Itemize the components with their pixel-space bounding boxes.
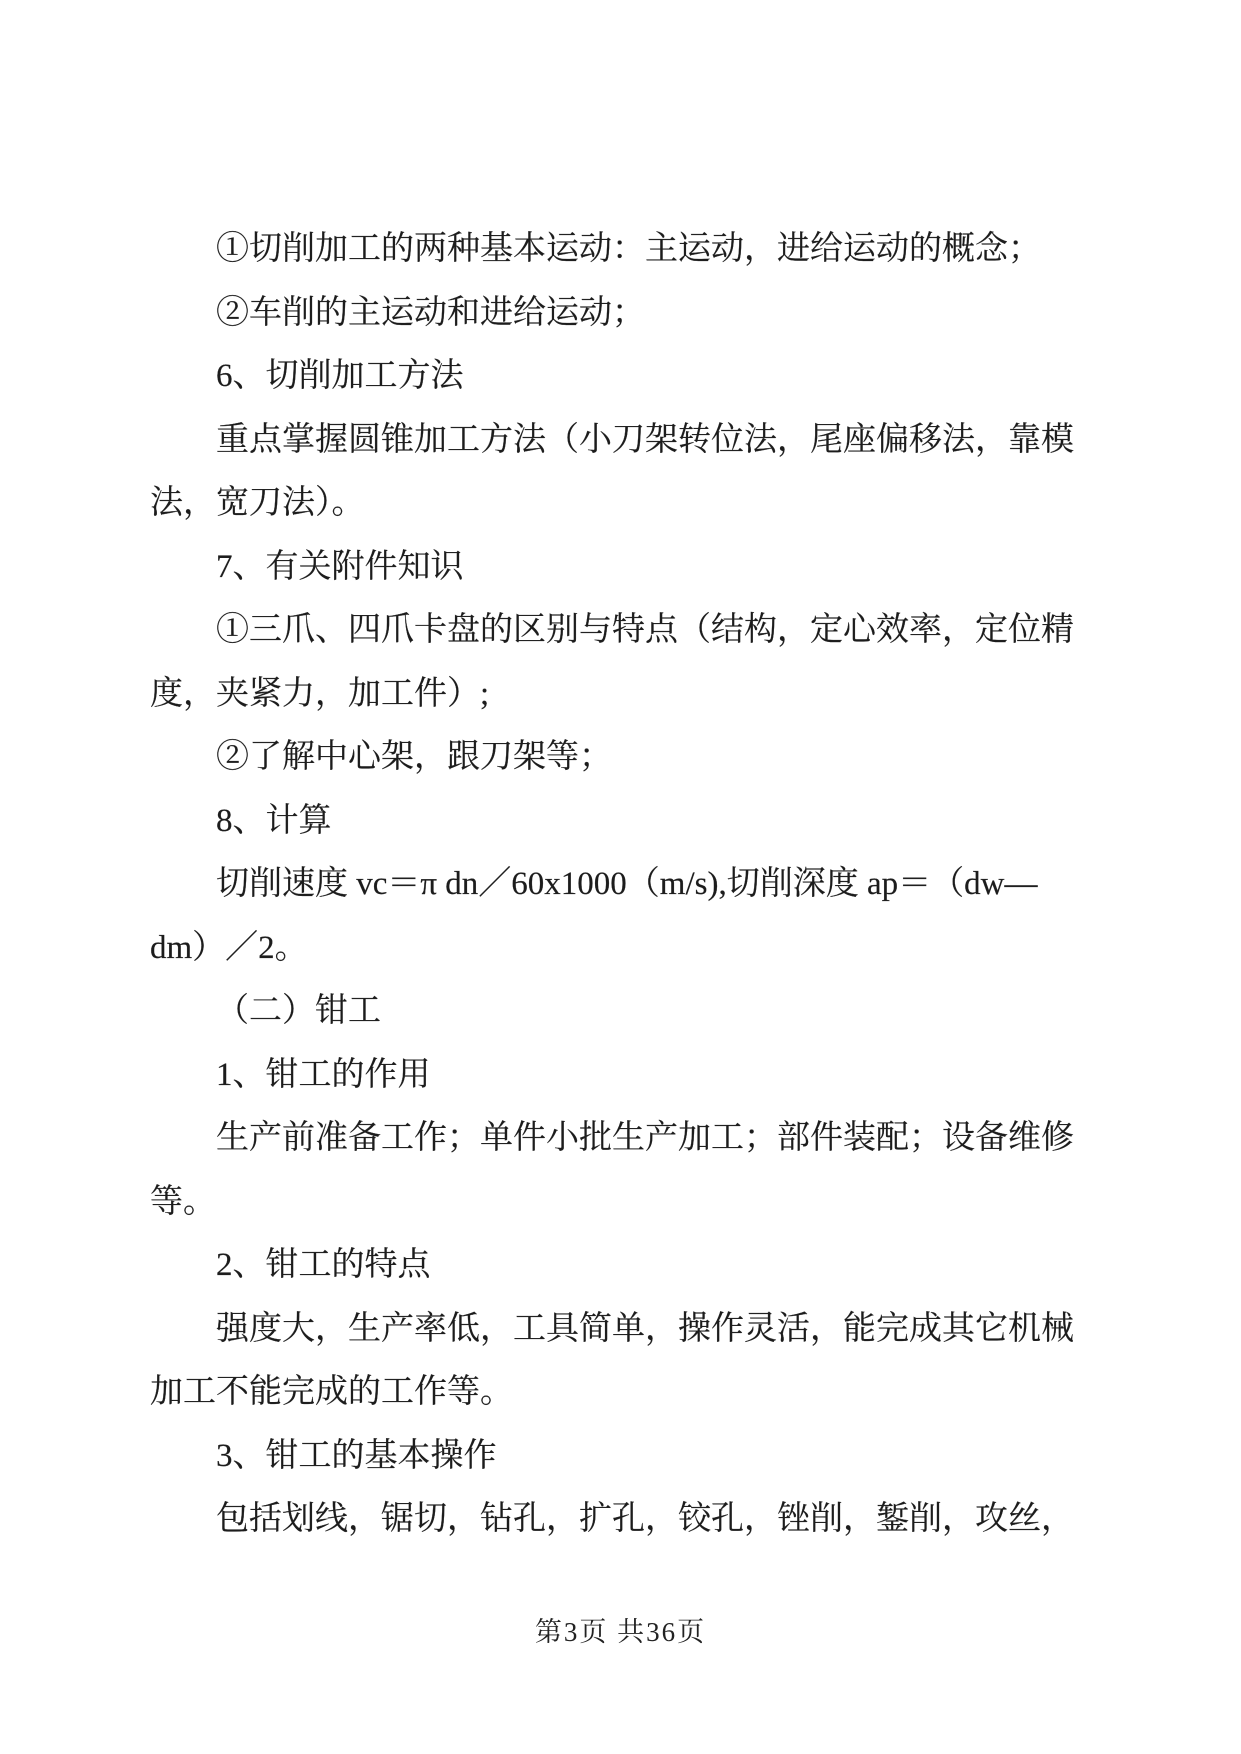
text-line: 3、钳工的基本操作 [216,1437,497,1474]
text-line: 包括划线，锯切，钻孔，扩孔，铰孔，锉削，錾削，攻丝， [216,1501,1074,1537]
text-line: 生产前准备工作；单件小批生产加工；部件装配；设备维修 [216,1120,1074,1156]
text-line: 加工不能完成的工作等。 [150,1374,513,1410]
text-line: （二）钳工 [216,993,381,1029]
text-line: 重点掌握圆锥加工方法（小刀架转位法，尾座偏移法，靠模 [216,421,1074,458]
text-line: 1、钳工的作用 [216,1056,431,1093]
page-footer [0,1612,1241,1652]
text-line: ②车削的主运动和进给运动； [216,294,645,331]
text-line: 度，夹紧力，加工件）; [150,675,490,712]
text-line: ①三爪、四爪卡盘的区别与特点（结构，定心效率，定位精 [216,612,1074,648]
text-line: ①切削加工的两种基本运动：主运动，进给运动的概念； [216,231,1041,267]
document-body [150,218,1102,1552]
text-line: 6、切削加工方法 [216,358,464,394]
text-line: 强度大，生产率低，工具简单，操作灵活，能完成其它机械 [216,1310,1074,1347]
text-line: 2、钳工的特点 [216,1247,431,1283]
text-line: 8、计算 [216,802,332,839]
page-number-text: 第3页 共36页 [534,1617,707,1647]
text-line: 法，宽刀法）。 [150,485,365,521]
text-line: 7、有关附件知识 [216,548,464,585]
text-line: ②了解中心架，跟刀架等； [216,739,612,775]
text-line: dm）／2。 [150,929,308,966]
text-line: 切削速度 vc＝π dn／60x1000（m/s),切削深度 ap＝（dw— [216,866,1038,902]
text-line: 等。 [150,1183,216,1220]
